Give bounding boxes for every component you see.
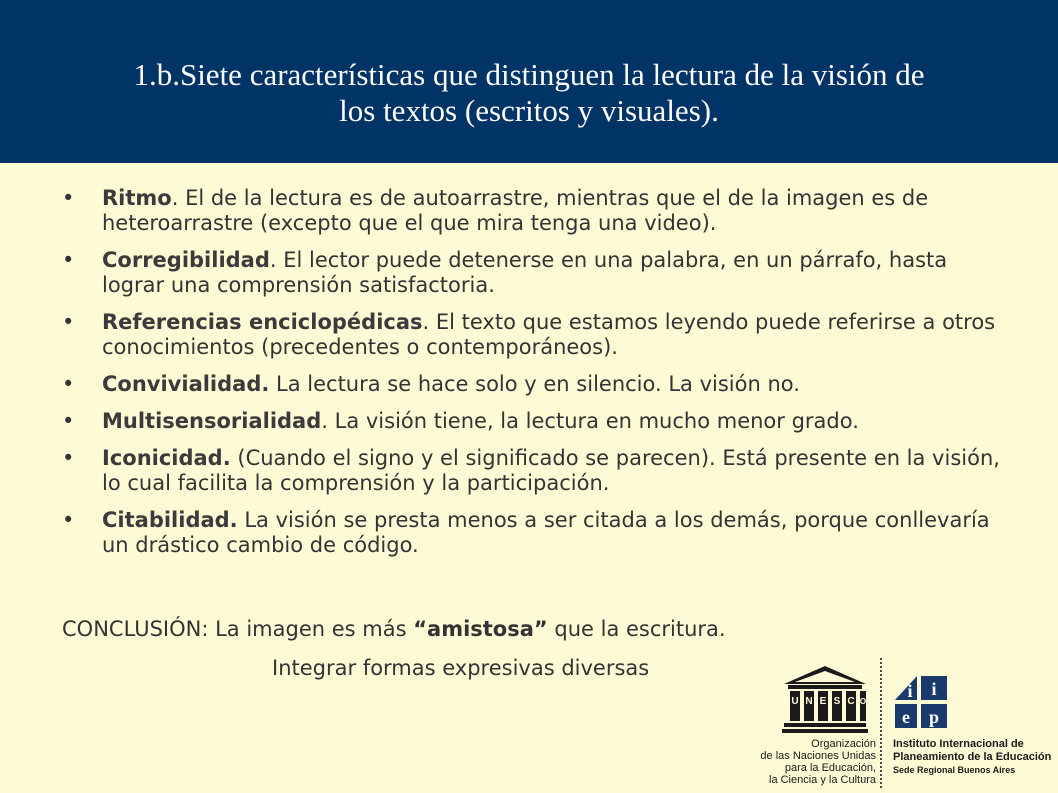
svg-text:S: S <box>833 696 841 707</box>
conclusion-text <box>62 617 726 642</box>
svg-text:C: C <box>847 696 855 707</box>
bullet-icon: • <box>62 446 75 470</box>
bullet-icon: • <box>62 372 75 396</box>
item-text: La lectura se hace solo y en silencio. La visión no. <box>269 372 800 396</box>
item-text: (Cuando el signo y el significado se parecen). Está presente en la visión, lo cual facilita la comprensión y la participación. <box>102 446 1000 495</box>
svg-text:U: U <box>791 696 799 707</box>
list-item <box>62 409 1002 434</box>
item-term: Ritmo <box>102 186 172 210</box>
svg-text:i: i <box>907 681 913 701</box>
conclusion-suffix: que la escritura. <box>547 617 726 641</box>
slide-title-line-2: los textos (escritos y visuales). <box>339 93 719 128</box>
bullet-icon: • <box>62 248 75 272</box>
svg-text:E: E <box>819 696 827 707</box>
slide-title <box>0 57 1058 129</box>
list-item <box>62 248 1002 298</box>
integrar-text: Integrar formas expresivas diversas <box>272 656 650 680</box>
unesco-logo-icon <box>782 664 868 734</box>
unesco-caption-line: de las Naciones Unidas <box>760 750 876 762</box>
item-text: . El de la lectura es de autoarrastre, mientras que el de la imagen es de heteroarrastre (excepto que el que mira tenga una video). <box>102 186 929 235</box>
item-text: La visión se presta menos a ser citada a los demás, porque conllevaría un drástico cambio de código. <box>102 508 990 557</box>
bullet-icon: • <box>62 409 75 433</box>
iiep-caption <box>893 738 1053 776</box>
item-text: . La visión tiene, la lectura en mucho menor grado. <box>321 409 859 433</box>
characteristics-list <box>62 186 1002 570</box>
unesco-caption-line: la Ciencia y la Cultura <box>769 774 876 786</box>
item-text: . El texto que estamos leyendo puede referirse a otros conocimientos (precedentes o contemporáneos). <box>102 310 996 359</box>
list-item <box>62 508 1002 558</box>
item-term: Iconicidad. <box>102 446 231 470</box>
logo-divider <box>880 658 882 788</box>
item-term: Convivialidad. <box>102 372 270 396</box>
item-term: Corregibilidad <box>102 248 270 272</box>
conclusion-prefix: CONCLUSIÓN: La imagen es más <box>62 617 414 641</box>
iiep-name-line-2: Planeamiento de la Educación <box>893 751 1052 763</box>
list-item <box>62 310 1002 360</box>
title-banner <box>0 0 1058 163</box>
svg-text:O: O <box>859 697 867 706</box>
unesco-caption <box>738 738 876 786</box>
list-item <box>62 372 1002 397</box>
svg-text:i: i <box>931 679 937 699</box>
bullet-icon: • <box>62 310 75 334</box>
conclusion-emphasis: “amistosa” <box>413 617 548 641</box>
iiep-name-line-1: Instituto Internacional de <box>893 738 1024 750</box>
list-item <box>62 186 1002 236</box>
svg-text:e: e <box>902 707 910 727</box>
item-term: Citabilidad. <box>102 508 238 532</box>
iiep-logo-icon <box>893 672 951 732</box>
svg-text:p: p <box>928 707 940 727</box>
item-text: . El lector puede detenerse en una palabra, en un párrafo, hasta lograr una comprensión satisfactoria. <box>102 248 948 297</box>
item-term: Referencias enciclopédicas <box>102 310 423 334</box>
iiep-regional-office: Sede Regional Buenos Aires <box>893 765 1016 775</box>
svg-text:N: N <box>805 696 813 707</box>
bullet-icon: • <box>62 186 75 210</box>
list-item <box>62 446 1002 496</box>
item-term: Multisensorialidad <box>102 409 322 433</box>
unesco-caption-line: para la Educación, <box>784 762 876 774</box>
unesco-caption-line: Organización <box>811 738 876 750</box>
slide-title-line-1: 1.b.Siete características que distinguen la lectura de la visión de <box>133 57 925 92</box>
bullet-icon: • <box>62 508 75 532</box>
